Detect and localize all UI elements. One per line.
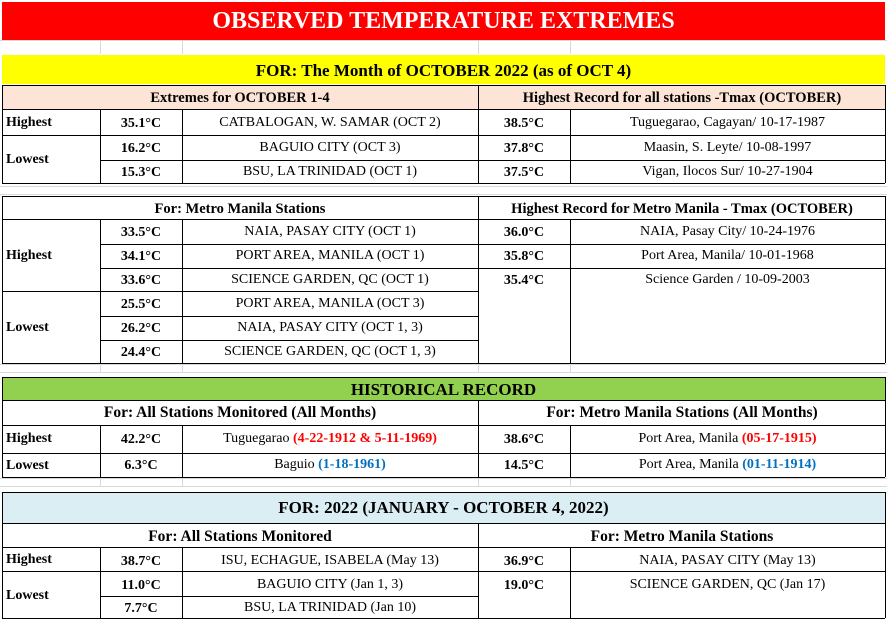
metro-temp-5: 26.2°C	[120, 321, 162, 336]
year-temp-2: 11.0°C	[121, 578, 161, 593]
oct-lowest-label: Lowest	[6, 152, 49, 167]
year-lowest-label: Lowest	[6, 588, 49, 603]
year-mm-temp-1: 36.9°C	[503, 554, 545, 569]
historical-left-header: For: All Stations Monitored (All Months)	[103, 404, 377, 421]
metro-left-header: For: Metro Manila Stations	[154, 201, 326, 217]
oct-highest-label: Highest	[6, 115, 52, 130]
historical-mm-station-1: Port Area, Manila (05-17-1915)	[638, 431, 817, 446]
historical-highest-label: Highest	[6, 431, 52, 446]
metro-highest-label: Highest	[6, 248, 52, 263]
metro-rec-station-3: Science Garden / 10-09-2003	[645, 272, 810, 287]
oct-temp-3: 15.3°C	[120, 165, 162, 180]
metro-temp-2: 34.1°C	[120, 249, 162, 264]
metro-station-6: SCIENCE GARDEN, QC (OCT 1, 3)	[224, 344, 436, 359]
historical-temp-1: 42.2°C	[120, 432, 162, 447]
historical-mm-temp-1: 38.6°C	[503, 432, 545, 447]
oct-rec-station-1: Tuguegarao, Cagayan/ 10-17-1987	[629, 115, 826, 130]
metro-rec-temp-2: 35.8°C	[503, 249, 545, 264]
historical-lowest-label: Lowest	[6, 458, 49, 473]
year-temp-1: 38.7°C	[120, 554, 162, 569]
year-highest-label: Highest	[6, 552, 52, 567]
year-mm-station-1: NAIA, PASAY CITY (May 13)	[639, 553, 816, 568]
metro-right-header: Highest Record for Metro Manila - Tmax (OCTOBER)	[511, 201, 853, 217]
year-banner: FOR: 2022 (JANUARY - OCTOBER 4, 2022)	[278, 498, 609, 517]
historical-station-2: Baguio (1-18-1961)	[274, 457, 386, 472]
oct-rec-station-2: Maasin, S. Leyte/ 10-08-1997	[643, 140, 812, 155]
oct-temp-1: 35.1°C	[120, 116, 162, 131]
historical-station-1: Tuguegarao (4-22-1912 & 5-11-1969)	[223, 431, 437, 446]
oct-left-header: Extremes for OCTOBER 1-4	[150, 90, 330, 106]
metro-station-3: SCIENCE GARDEN, QC (OCT 1)	[231, 272, 429, 287]
metro-temp-1: 33.5°C	[120, 225, 162, 240]
metro-rec-station-2: Port Area, Manila/ 10-01-1968	[641, 248, 814, 263]
year-mm-station-2: SCIENCE GARDEN, QC (Jan 17)	[629, 577, 826, 592]
year-mm-temp-2: 19.0°C	[503, 578, 545, 593]
historical-right-header: For: Metro Manila Stations (All Months)	[546, 404, 818, 421]
oct-rec-temp-2: 37.8°C	[503, 141, 545, 156]
oct-temp-2: 16.2°C	[120, 141, 162, 156]
metro-temp-3: 33.6°C	[120, 273, 162, 288]
oct-rec-temp-1: 38.5°C	[503, 116, 545, 131]
metro-lowest-label: Lowest	[6, 320, 49, 335]
metro-rec-temp-3: 35.4°C	[503, 273, 545, 288]
oct-right-header: Highest Record for all stations -Tmax (OCTOBER)	[522, 90, 842, 106]
oct-rec-station-3: Vigan, Ilocos Sur/ 10-27-1904	[642, 164, 813, 179]
metro-temp-6: 24.4°C	[120, 345, 162, 360]
metro-rec-station-1: NAIA, Pasay City/ 10-24-1976	[640, 224, 815, 239]
oct-station-2: BAGUIO CITY (OCT 3)	[259, 140, 401, 155]
metro-station-2: PORT AREA, MANILA (OCT 1)	[235, 248, 425, 263]
metro-rec-temp-1: 36.0°C	[503, 225, 545, 240]
year-station-1: ISU, ECHAGUE, ISABELA (May 13)	[221, 553, 439, 568]
oct-station-1: CATBALOGAN, W. SAMAR (OCT 2)	[219, 115, 441, 130]
year-station-3: BSU, LA TRINIDAD (Jan 10)	[243, 600, 416, 615]
metro-station-1: NAIA, PASAY CITY (OCT 1)	[244, 224, 416, 239]
historical-temp-2: 6.3°C	[124, 458, 158, 473]
historical-banner: HISTORICAL RECORD	[350, 380, 537, 399]
oct-divider-hi	[2, 135, 100, 136]
year-station-2: BAGUIO CITY (Jan 1, 3)	[256, 577, 404, 592]
historical-mm-station-2: Port Area, Manila (01-11-1914)	[638, 457, 817, 472]
year-right-header: For: Metro Manila Stations	[590, 528, 774, 545]
page-title: OBSERVED TEMPERATURE EXTREMES	[2, 2, 885, 40]
month-banner: FOR: The Month of OCTOBER 2022 (as of OCT 4)	[255, 61, 632, 80]
metro-temp-4: 25.5°C	[120, 297, 162, 312]
oct-station-3: BSU, LA TRINIDAD (OCT 1)	[242, 164, 418, 179]
year-temp-3: 7.7°C	[124, 601, 158, 616]
historical-mm-temp-2: 14.5°C	[503, 458, 545, 473]
metro-station-4: PORT AREA, MANILA (OCT 3)	[235, 296, 425, 311]
metro-station-5: NAIA, PASAY CITY (OCT 1, 3)	[237, 320, 423, 335]
oct-rec-temp-3: 37.5°C	[503, 165, 545, 180]
year-left-header: For: All Stations Monitored	[148, 528, 332, 545]
